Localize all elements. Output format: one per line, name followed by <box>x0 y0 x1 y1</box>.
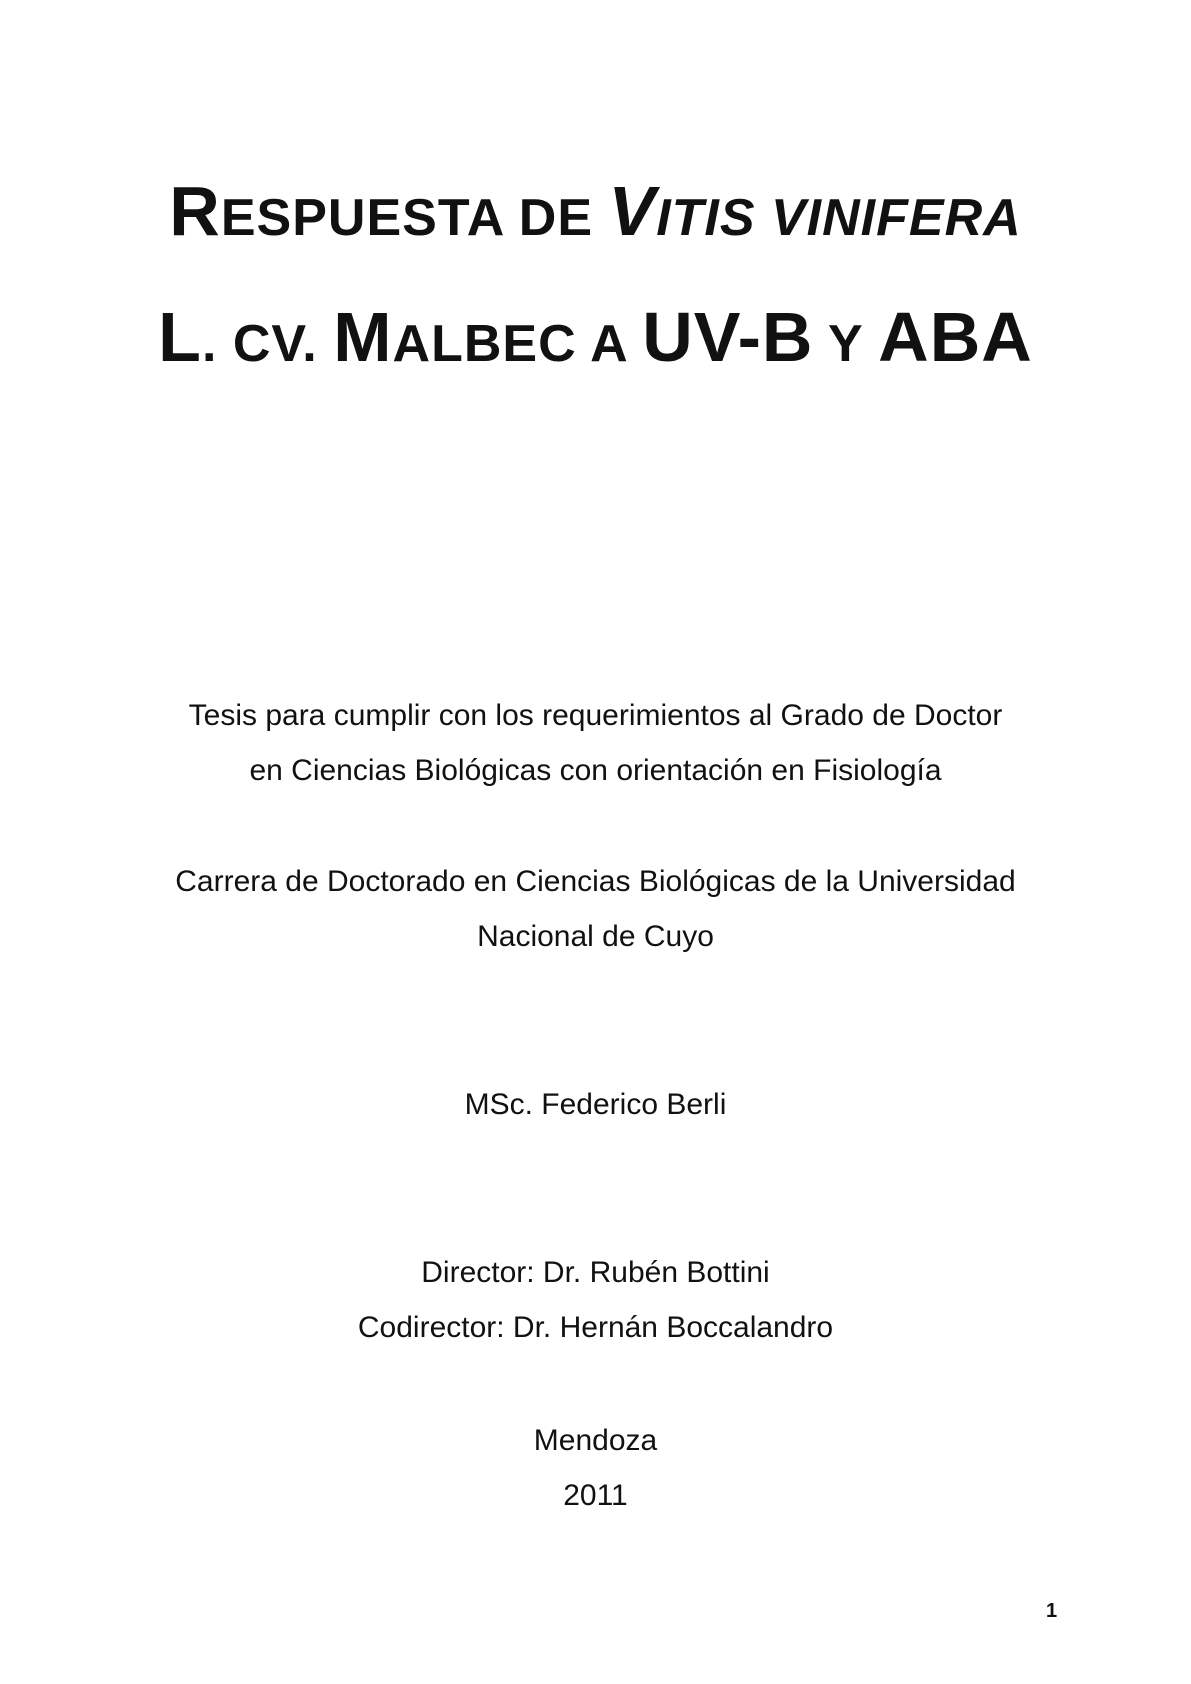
city: Mendoza <box>533 1424 658 1457</box>
program-line-1: Carrera de Doctorado en Ciencias Biológicas de la Universidad <box>175 865 1016 898</box>
director: Director: Dr. Rubén Bottini <box>421 1256 770 1289</box>
title-line-1 <box>0 172 1191 250</box>
title-uvb: UV-B <box>642 298 814 376</box>
author: MSc. Federico Berli <box>464 1088 727 1121</box>
thesis-purpose-line-1: Tesis para cumplir con los requerimientos al Grado de Doctor <box>188 699 1003 732</box>
title-malbec-initial: M <box>333 298 393 376</box>
title-genus-rest: ITIS VINIFERA <box>656 189 1022 247</box>
codirector: Codirector: Dr. Hernán Boccalandro <box>357 1311 834 1344</box>
title-line-2 <box>0 298 1191 376</box>
title-respuesta-rest: ESPUESTA DE <box>220 189 609 247</box>
title-malbec-rest: ALBEC A <box>392 315 643 373</box>
year: 2011 <box>563 1479 628 1512</box>
title-cv-part: . CV. <box>201 315 334 373</box>
title-respuesta-initial: R <box>169 172 221 250</box>
thesis-purpose-line-2: en Ciencias Biológicas con orientación en Fisiología <box>249 754 942 787</box>
title-genus-initial: V <box>608 172 657 250</box>
page-number: 1 <box>1046 1600 1058 1622</box>
title-l-initial: L <box>158 298 202 376</box>
program-line-2: Nacional de Cuyo <box>477 920 714 953</box>
title-aba: ABA <box>878 298 1033 376</box>
title-y-part: Y <box>813 315 879 373</box>
